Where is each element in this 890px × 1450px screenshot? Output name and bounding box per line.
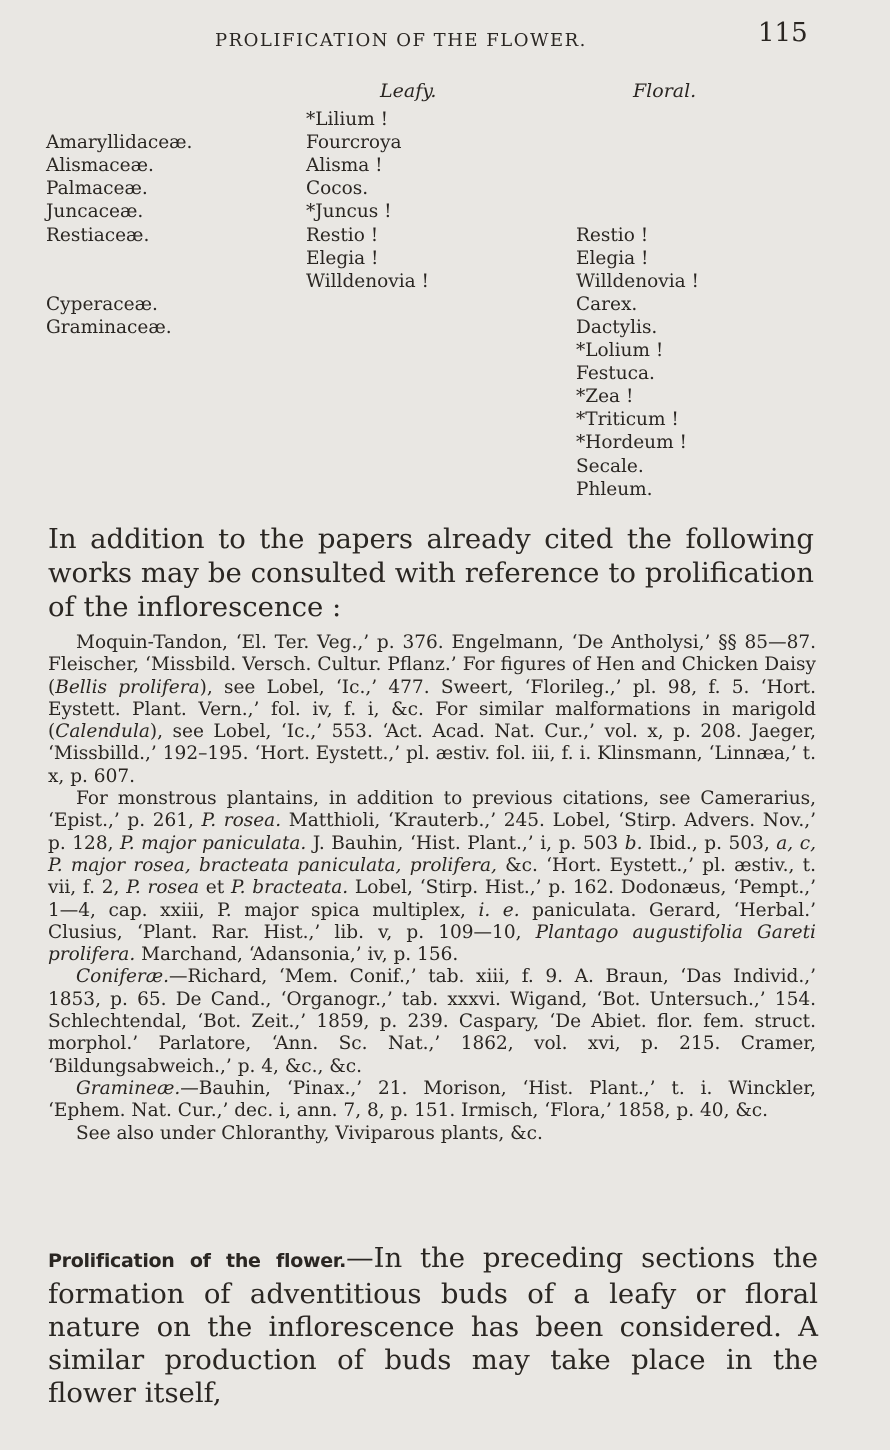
reference-paragraph — [48, 966, 816, 1077]
italic-text: i. e. — [478, 899, 520, 921]
section-lead-heading: Prolification of the flower. — [48, 1250, 347, 1272]
floral-cell: Willdenovia ! — [576, 270, 699, 292]
italic-text: P. bracteata. — [230, 877, 349, 899]
text-run: Matthioli, ‘Krauterb.,’ 245. Lobel, ‘Stirp. Advers. Nov.,’ p. 128, — [48, 810, 817, 854]
floral-cell: Dactylis. — [576, 316, 658, 338]
italic-text: b. — [624, 832, 643, 854]
reference-paragraph — [48, 1078, 816, 1123]
floral-cell: *Hordeum ! — [576, 432, 687, 454]
intro-paragraph: In addition to the papers already cited the following works may be consulted with reference to prolification of the inflorescence : — [48, 523, 814, 623]
floral-cell: *Triticum ! — [576, 409, 679, 431]
table-row — [0, 408, 890, 431]
leafy-cell: *Lilium ! — [306, 109, 389, 130]
table-row — [0, 385, 890, 408]
references-block — [48, 632, 816, 1145]
table-row — [0, 431, 890, 454]
text-run: &c. ‘Hort. Eystett.,’ pl. æstiv., t. vii, f. 2, — [48, 854, 816, 899]
text-run: Moquin-Tandon, ‘El. Ter. Veg.,’ p. 376. Engelmann, ‘De Antholysi,’ §§ 85—87. Fleischer, ‘Missbild. Versch. Cultur. Pflanz.’ For figures of Hen and Chicken Daisy ( — [48, 632, 816, 698]
leafy-cell: Cocos. — [306, 178, 369, 200]
table-row — [0, 455, 890, 478]
text-run: J. Bauhin, ‘Hist. Plant.,’ i, p. 503 — [306, 832, 625, 854]
page-number: 115 — [758, 18, 808, 48]
family-cell: Palmaceæ. — [46, 178, 148, 200]
reference-paragraph — [48, 788, 816, 966]
text-run: Lobel, ‘Stirp. Hist.,’ p. 162. Dodonæus, ‘Pempt.,’ 1—4, cap. xxiii, P. major spica multiplex, — [48, 877, 817, 921]
reference-paragraph — [48, 1123, 816, 1145]
table-row — [0, 270, 890, 293]
leafy-cell: Restio ! — [306, 224, 379, 246]
floral-cell: Festuca. — [576, 363, 655, 385]
text-run: —Richard, ‘Mem. Conif.,’ tab. xiii, f. 9. A. Braun, ‘Das Individ.,’ 1853, p. 65. De Cand., ‘Organogr.,’ tab. xxxvi. Wigand, ‘Bot. Untersuch.,’ 154. Schlechtendal, ‘Bot. Zeit.,’ 1859, p. 239. Caspary, ‘De Abiet. flor. fem. struct. morphol.’ Parlatore, ‘Ann. Sc. Nat.,’ 1862, vol. xvi, p. 215. Cramer, ‘Bildungsabweich.,’ p. 4, &c., &c. — [48, 966, 816, 1077]
floral-cell: Elegia ! — [576, 247, 649, 269]
column-header-leafy: Leafy. — [380, 80, 437, 102]
floral-cell: Carex. — [576, 293, 638, 315]
text-run: Marchand, ‘Adansonia,’ iv, p. 156. — [135, 944, 459, 966]
family-cell: Alismaceæ. — [46, 155, 154, 177]
family-cell: Juncaceæ. — [46, 201, 144, 223]
floral-cell: Secale. — [576, 455, 644, 477]
floral-cell: *Zea ! — [576, 386, 634, 408]
table-row — [0, 478, 890, 501]
table-row — [0, 131, 890, 154]
running-head: PROLIFICATION OF THE FLOWER. — [215, 30, 587, 51]
italic-text: P. rosea — [126, 877, 200, 899]
table-row — [0, 108, 890, 131]
family-cell: Cyperaceæ. — [46, 293, 158, 315]
family-cell: Amaryllidaceæ. — [46, 132, 193, 154]
table-row — [0, 154, 890, 177]
floral-cell: Restio ! — [576, 224, 649, 246]
table-row — [0, 200, 890, 223]
text-run: paniculata. Gerard, ‘Herbal.’ Clusius, ‘Plant. Rar. Hist.,’ lib. v, p. 109—10, — [48, 899, 816, 943]
text-run: ), see Lobel, ‘Ic.,’ 477. Sweert, ‘Florileg.,’ pl. 98, f. 5. ‘Hort. Eystett. Plant. Vern.,’ fol. iv, f. i, &c. For similar malformations in marigold ( — [48, 676, 816, 743]
table-row — [0, 362, 890, 385]
table-row — [0, 177, 890, 200]
leafy-cell: Elegia ! — [306, 247, 379, 269]
italic-text: P. major paniculata. — [120, 832, 307, 854]
table-row — [0, 316, 890, 339]
table-row — [0, 247, 890, 270]
italic-text: a, c, P. major rosea, bracteata paniculata, prolifera, — [48, 832, 816, 876]
table-row — [0, 224, 890, 247]
family-cell: Graminaceæ. — [46, 316, 172, 338]
italic-text: P. rosea. — [201, 810, 282, 832]
closing-paragraph — [48, 1242, 818, 1410]
italic-text: Plantago augustifolia Gareti prolifera. — [48, 921, 816, 966]
column-header-floral: Floral. — [633, 80, 697, 102]
text-run: See also under Chloranthy, Viviparous plants, &c. — [76, 1122, 543, 1144]
floral-cell: Phleum. — [576, 478, 653, 500]
text-run: For monstrous plantains, in addition to previous citations, see Camerarius, ‘Epist.,’ p. 261, — [48, 788, 816, 832]
leafy-cell: Willdenovia ! — [306, 270, 429, 292]
italic-text: Coniferæ. — [76, 966, 170, 988]
text-run: Ibid., p. 503, — [642, 832, 777, 854]
family-cell: Restiaceæ. — [46, 224, 150, 246]
text-run: et — [199, 877, 231, 899]
text-run: —Bauhin, ‘Pinax.,’ 21. Morison, ‘Hist. Plant.,’ t. i. Winckler, ‘Ephem. Nat. Cur.,’ dec. i, ann. 7, 8, p. 151. Irmisch, ‘Flora,’ 1858, p. 40, &c. — [48, 1077, 816, 1122]
closing-text: —In the preceding sections the formation of adventitious buds of a leafy or floral nature on the inflorescence has been considered. A similar production of buds may take place in the flower itself, — [48, 1242, 818, 1409]
italic-text: Bellis prolifera — [55, 676, 200, 698]
table-row — [0, 339, 890, 362]
floral-cell: *Lolium ! — [576, 340, 664, 361]
reference-paragraph — [48, 632, 816, 788]
italic-text: Calendula — [55, 721, 150, 743]
leafy-cell: Alisma ! — [306, 155, 383, 177]
table-row — [0, 293, 890, 316]
italic-text: Gramineæ. — [76, 1077, 181, 1099]
leafy-cell: *Juncus ! — [306, 201, 392, 223]
text-run: ), see Lobel, ‘Ic.,’ 553. ‘Act. Acad. Nat. Cur.,’ vol. x, p. 208. Jaeger, ‘Missbilld.,’ 192–195. ‘Hort. Eystett.,’ pl. æstiv. fol. iii, f. i. Klinsmann, ‘Linnæa,’ t. x, p. 607. — [48, 721, 816, 787]
leafy-cell: Fourcroya — [306, 132, 402, 154]
